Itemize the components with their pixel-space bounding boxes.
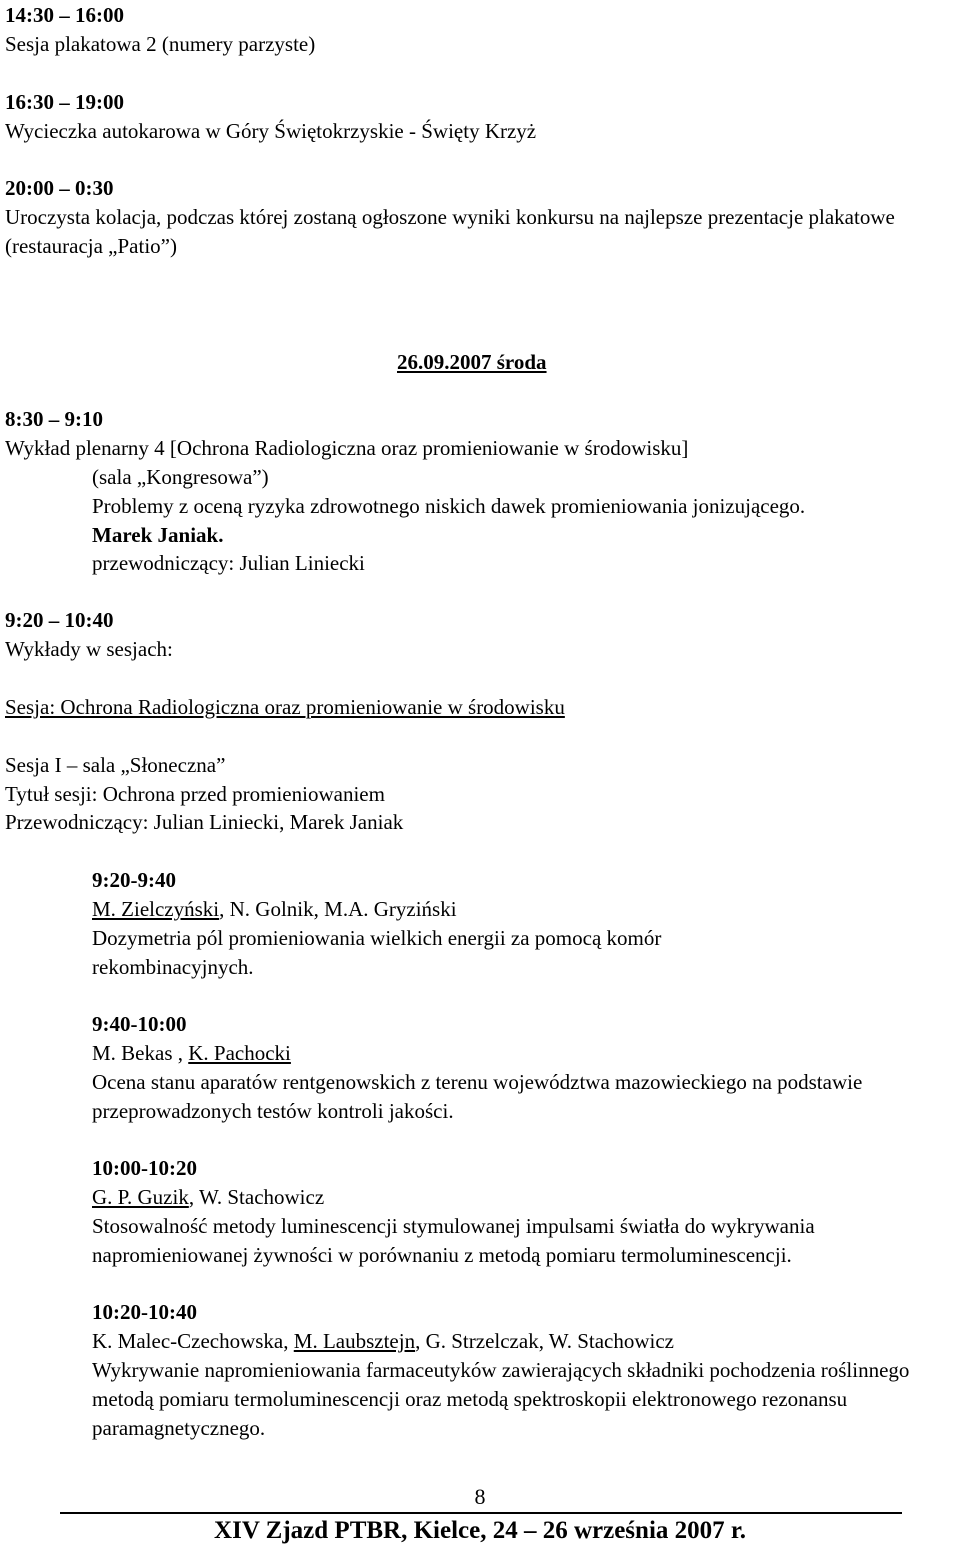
footer-divider [60, 1512, 902, 1514]
talk-title: Ocena stanu aparatów rentgenowskich z terenu województwa mazowieckiego na podstawie przeprowadzonych testów kontroli jakości. [92, 1070, 863, 1123]
event-1 [5, 1, 955, 59]
talk-time: 10:20-10:40 [92, 1300, 197, 1324]
session-title: Sesja: Ochrona Radiologiczna oraz promieniowanie w środowisku [5, 695, 565, 719]
event-3 [5, 174, 960, 261]
event-text: Sesja plakatowa 2 (numery parzyste) [5, 32, 316, 56]
footer-text: XIV Zjazd PTBR, Kielce, 24 – 26 września 2007 r. [214, 1517, 746, 1544]
plenary-time: 8:30 – 9:10 [5, 407, 103, 431]
talk-4 [92, 1298, 955, 1443]
talk-title: Dozymetria pól promieniowania wielkich energii za pomocą komór rekombinacyjnych. [92, 926, 662, 979]
plenary-lecture: Problemy z oceną ryzyka zdrowotnego niskich dawek promieniowania jonizującego. [92, 494, 806, 518]
event-time: 16:30 – 19:00 [5, 90, 124, 114]
event-time: 14:30 – 16:00 [5, 3, 124, 27]
plenary-speaker: Marek Janiak. [92, 523, 224, 547]
plenary-room: (sala „Kongresowa”) [92, 465, 269, 489]
session-chairs: Przewodniczący: Julian Liniecki, Marek Janiak [5, 810, 404, 834]
session-room: Sesja I – sala „Słoneczna” [5, 753, 226, 777]
talk-time: 9:20-9:40 [92, 868, 176, 892]
date-heading: 26.09.2007 środa [397, 350, 547, 374]
plenary-chair: przewodniczący: Julian Liniecki [92, 551, 365, 575]
talk-time: 10:00-10:20 [92, 1156, 197, 1180]
talk-authors: G. P. Guzik, W. Stachowicz [92, 1185, 325, 1209]
event-text: Wycieczka autokarowa w Góry Świętokrzyskie - Święty Krzyż [5, 119, 537, 143]
page-number: 8 [474, 1484, 486, 1509]
plenary-title: Wykład plenarny 4 [Ochrona Radiologiczna oraz promieniowanie w środowisku] [5, 436, 689, 460]
talk-1 [92, 866, 955, 982]
event-text: Uroczysta kolacja, podczas której zostaną ogłoszone wyniki konkursu na najlepsze prezentacje plakatowe (restauracja „Patio”) [5, 205, 895, 258]
talk-title: Wykrywanie napromieniowania farmaceutyków zawierających składniki pochodzenia roślinnego metodą pomiaru termoluminescencji oraz metodą spektroskopii elektronowego rezonansu paramagnetycznego. [92, 1358, 910, 1440]
talk-time: 9:40-10:00 [92, 1012, 187, 1036]
event-time: 20:00 – 0:30 [5, 176, 114, 200]
talk-authors: M. Bekas , K. Pachocki [92, 1041, 291, 1065]
event-2 [5, 88, 955, 146]
talk-2 [92, 1010, 955, 1126]
sessions-label: Wykłady w sesjach: [5, 637, 173, 661]
talk-authors: K. Malec-Czechowska, M. Laubsztejn, G. Strzelczak, W. Stachowicz [92, 1329, 674, 1353]
session-topic: Tytuł sesji: Ochrona przed promieniowaniem [5, 782, 385, 806]
sessions-time: 9:20 – 10:40 [5, 608, 114, 632]
talk-3 [92, 1154, 955, 1270]
talk-title: Stosowalność metody luminescencji stymulowanej impulsami światła do wykrywania napromieniowanej żywności w porównaniu z metodą pomiaru termoluminescencji. [92, 1214, 815, 1267]
talk-authors: M. Zielczyński, N. Golnik, M.A. Gryziński [92, 897, 457, 921]
